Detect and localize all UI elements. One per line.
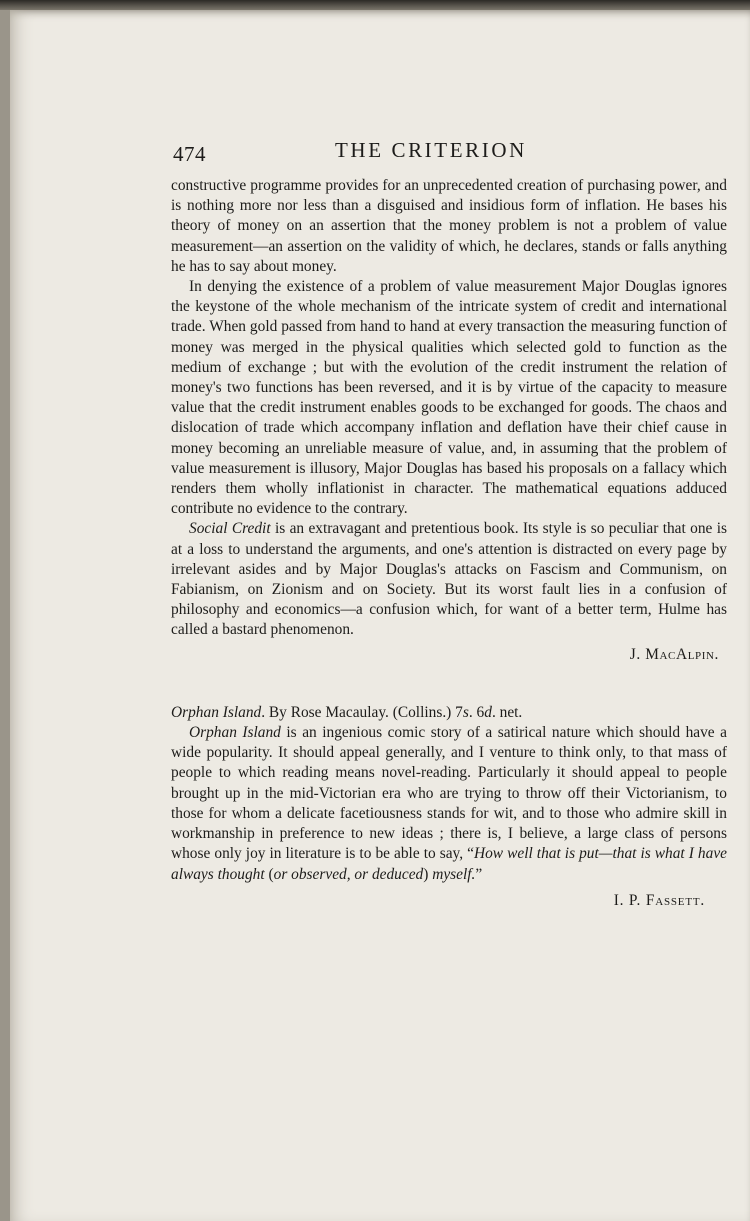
page-header bbox=[171, 132, 727, 176]
review-orphan-island bbox=[171, 703, 727, 911]
book-title: Orphan Island bbox=[171, 703, 262, 721]
text-column bbox=[171, 132, 727, 911]
running-head: THE CRITERION bbox=[335, 138, 527, 162]
paragraph-3: Social Credit is an extravagant and pretentious book. Its style is so peculiar that one is at a loss to understand the arguments, and one's attention is distracted on every page by irrelevant asides and by Major Douglas's attacks on Fascism and Communism, on Fabianism, on Zionism and on Society. But its worst fault lies in a confusion of philosophy and economics—a confusion which, for want of a better term, Hulme has called a bastard phenomenon. bbox=[171, 520, 727, 639]
book-title: Social Credit bbox=[189, 520, 271, 538]
paragraph-2: In denying the existence of a problem of value measurement Major Douglas ignores the keystone of the whole mechanism of the intricate system of credit and international trade. When gold passed from hand to hand at every transaction the measuring function of money was merged in the physical qualities which selected gold to function as the medium of exchange ; but with the evolution of the credit instrument the relation of money's two functions has been reversed, and it is by virtue of the capacity to measure value that the credit instrument enables goods to be exchanged for goods. The chaos and dislocation of trade which accompany inflation and deflation have their chief cause in money becoming an unreliable measure of value, and, in assuming that the problem of value measurement is illusory, Major Douglas has based his proposals on a fallacy which renders them wholly inflationist in character. The mathematical equations adduced contribute no evidence to the contrary. bbox=[171, 278, 727, 518]
reviewer-signature: I. P. Fassett. bbox=[613, 891, 705, 909]
review-heading: Orphan Island. By Rose Macaulay. (Collins.) 7s. 6d. net. bbox=[171, 703, 523, 721]
book-title: Orphan Island bbox=[189, 724, 281, 742]
paragraph-1: constructive programme provides for an unprecedented creation of purchasing power, and is nothing more nor less than a disguised and insidious form of inflation. He bases his theory of money on an assertion that the money problem is not a problem of value measurement—an assertion on the validity of which, he declares, stands or falls anything he has to say about money. bbox=[171, 177, 727, 275]
book-page bbox=[10, 8, 750, 1221]
reviewer-signature: J. MacAlpin. bbox=[629, 645, 719, 663]
review-social-credit bbox=[171, 176, 727, 665]
review-body: Orphan Island is an ingenious comic story of a satirical nature which should have a wide popularity. It should appeal generally, and I venture to think only, to that mass of people to which reading means novel-reading. Particularly it should appeal to people brought up in the mid-Victorian era who are trying to throw off their Victorianism, to those for whom a delicate facetiousness stands for wit, and to those who admire skill in workmanship in preference to new ideas ; there is, I believe, a large class of persons whose only joy in literature is to be able to say, “How well that is put—that is what I have always thought (or observed, or deduced) myself.” bbox=[171, 724, 727, 883]
page-number: 474 bbox=[173, 142, 206, 166]
